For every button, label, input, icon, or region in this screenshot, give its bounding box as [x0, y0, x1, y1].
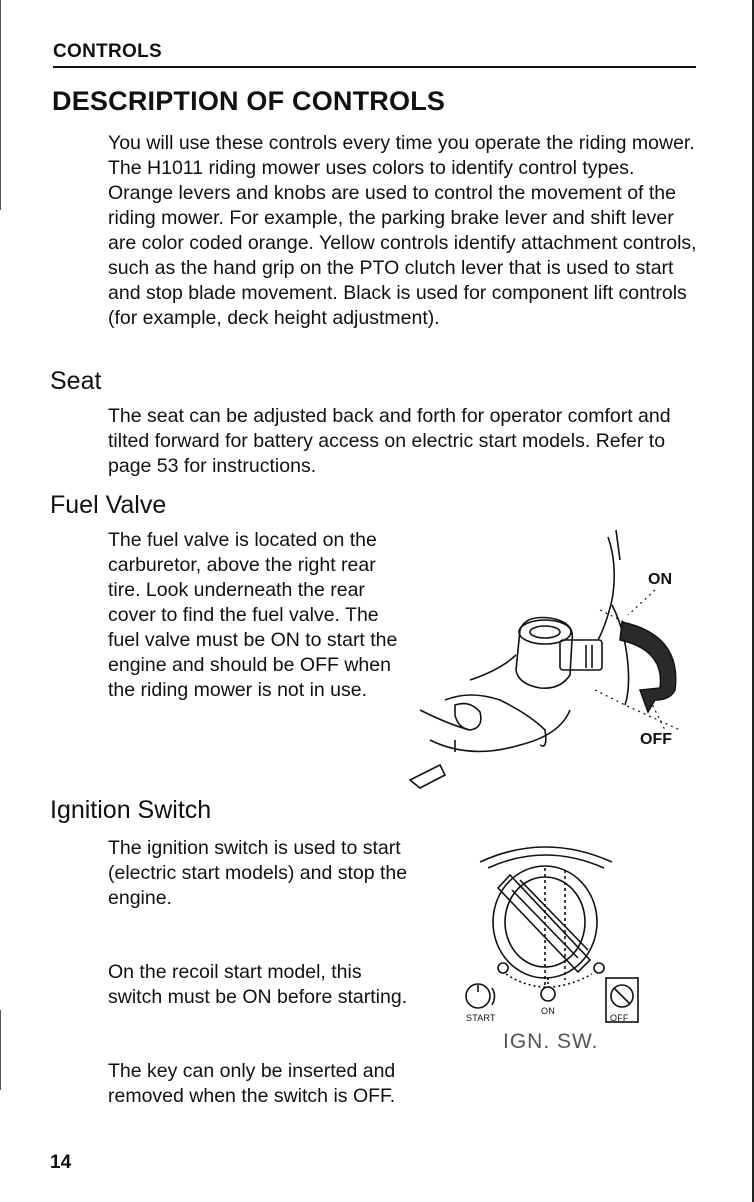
- valve-off-label: OFF: [640, 731, 672, 748]
- ignition-switch-heading: Ignition Switch: [50, 796, 212, 824]
- seat-heading: Seat: [50, 367, 102, 395]
- ignition-paragraph-2: On the recoil start model, this switch must be ON before starting.: [108, 961, 408, 1008]
- on-position-icon: [541, 978, 555, 1001]
- intro-paragraph: You will use these controls every time you operate the riding mower. The H1011 riding mower uses colors to identify control types. Orange levers and knobs are used to control the movement of the riding mower. For example, the parking brake lever and shift lever are color coded orange. Yellow controls identify attachment controls, such as the hand grip on the PTO clutch lever that is used to start and stop blade movement. Black is used for component lift controls (for example, deck height adjustment).: [108, 132, 697, 329]
- ignition-diagram-caption: IGN. SW.: [503, 1030, 599, 1053]
- switch-start-label: START: [466, 1013, 496, 1023]
- page-title: DESCRIPTION OF CONTROLS: [52, 86, 446, 116]
- section-header: CONTROLS: [53, 41, 163, 62]
- switch-on-label: ON: [541, 1006, 555, 1016]
- seat-paragraph: The seat can be adjusted back and forth for operator comfort and tilted forward for battery access on electric start models. Refer to page 53 for instructions.: [108, 405, 671, 477]
- fuel-valve-heading: Fuel Valve: [50, 491, 167, 519]
- ignition-paragraph-1: The ignition switch is used to start (electric start models) and stop the engine.: [108, 837, 408, 909]
- fuel-valve-paragraph: The fuel valve is located on the carburetor, above the right rear tire. Look underneath the rear cover to find the fuel valve. The fuel valve must be ON to start the engine and should be OFF when the riding mower is not in use.: [108, 529, 398, 701]
- page-number: 14: [50, 1152, 72, 1173]
- switch-off-label: OFF: [610, 1013, 629, 1023]
- start-position-icon: [466, 984, 495, 1008]
- ignition-paragraph-3: The key can only be inserted and removed when the switch is OFF.: [108, 1060, 396, 1107]
- valve-on-label: ON: [648, 571, 672, 588]
